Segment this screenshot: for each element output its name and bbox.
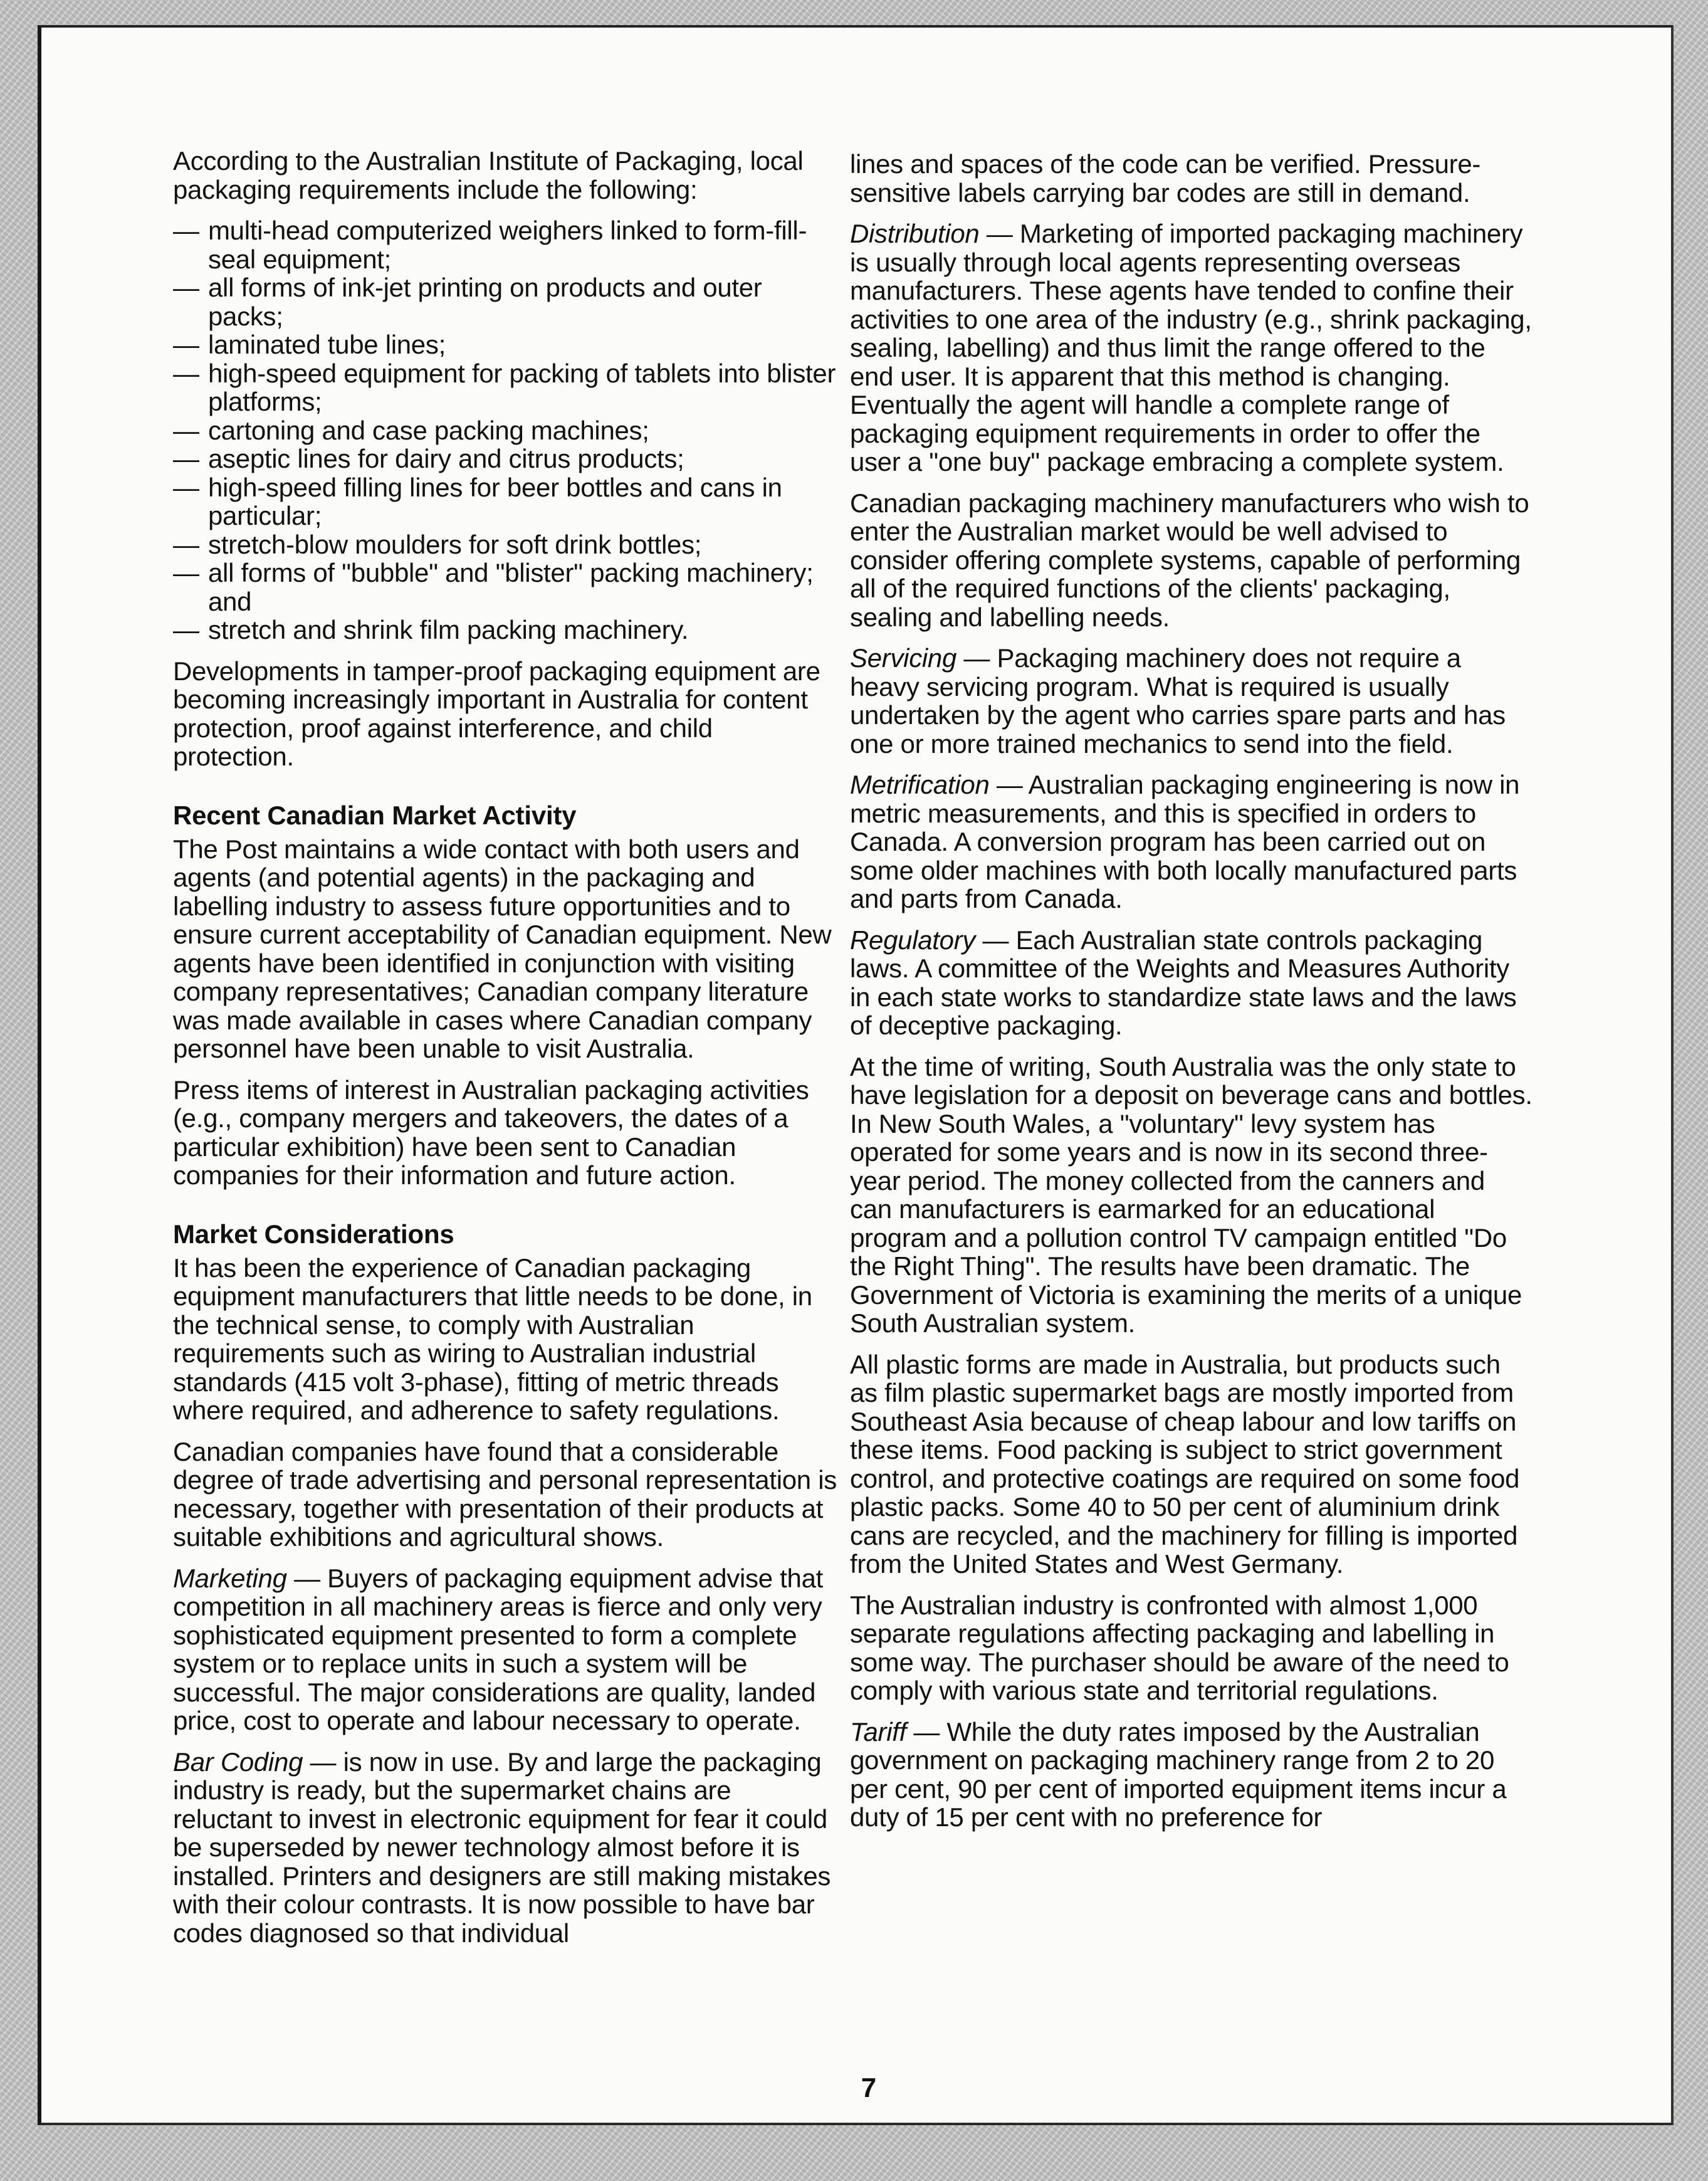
list-dash: — — [173, 615, 199, 644]
document-page — [38, 25, 1674, 2125]
servicing-paragraph: Servicing — Packaging machinery does not require a heavy servicing program. What is required is usually undertaken by the agent who carries spare parts and has one or more trained mechanics to send into the field. — [850, 643, 1506, 759]
marketing-paragraph: Marketing — Buyers of packaging equipment advise that competition in all machinery areas is fierce and only very sophisticated equipment presented to form a complete system or to replace units in such a system will be successful. The major considerations are quality, landed price, cost to operate and labour necessary to operate. — [173, 1563, 824, 1735]
list-dash: — — [173, 273, 199, 302]
list-dash: — — [173, 529, 199, 559]
heading-recent-activity: Recent Canadian Market Activity — [173, 800, 577, 830]
list-dash: — — [173, 216, 199, 245]
regulatory-label: Regulatory — [850, 925, 976, 955]
list-dash: — — [173, 358, 199, 388]
bar-coding-label: Bar Coding — [173, 1747, 303, 1777]
market-paragraph-1: It has been the experience of Canadian packaging equipment manufacturers that little needs to be done, in the technical sense, to comply with Australian requirements such as wiring to Australian industrial standards (415 volt 3-phase), fitting of metric threads where required, and adherence to safety regulations. — [173, 1253, 812, 1425]
list-item: — all forms of "bubble" and "blister" packing machinery; and — [173, 558, 814, 616]
regulations-paragraph: The Australian industry is confronted with almost 1,000 separate regulations affecting packaging and labelling in some way. The purchaser should be aware of the need to comply with various state and territorial regulations. — [850, 1590, 1509, 1705]
list-item: — cartoning and case packing machines; — [173, 415, 649, 445]
tariff-paragraph: Tariff — While the duty rates imposed by the Australian government on packaging machinery range from 2 to 20 per cent, 90 per cent of imported equipment items incur a duty of 15 per cent with no preference for — [850, 1716, 1507, 1832]
marketing-label: Marketing — [173, 1563, 287, 1593]
canadian-manufacturers-paragraph: Canadian packaging machinery manufacturers who wish to enter the Australian market would be well advised to consider offering complete systems, capable of performing all of the required functions of the clients' packaging, sealing and labelling needs. — [850, 488, 1529, 632]
plastic-paragraph: All plastic forms are made in Australia, but products such as film plastic supermarket bags are mostly imported from Southeast Asia because of cheap labour and low tariffs on these items. Food packing is subject to strict government control, and protective coatings are required on some food plastic packs. Some 40 to 50 per cent of aluminium drink cans are recycled, and the machinery for filling is imported from the United States and West Germany. — [850, 1349, 1520, 1579]
list-dash: — — [173, 444, 199, 473]
servicing-label: Servicing — [850, 643, 957, 673]
list-item: — all forms of ink-jet printing on products and outer packs; — [173, 273, 762, 331]
intro-paragraph: According to the Australian Institute of Packaging, local packaging requirements include the following: — [173, 146, 804, 204]
list-item: — laminated tube lines; — [173, 330, 446, 359]
list-item: — stretch-blow moulders for soft drink bottles; — [173, 529, 702, 559]
list-dash: — — [173, 330, 199, 359]
deposit-paragraph: At the time of writing, South Australia was the only state to have legislation for a deposit on beverage cans and bottles. In New South Wales, a "voluntary" levy system has operated for some years and is now in its second three-year period. The money collected from the canners and can manufacturers is earmarked for an educational program and a pollution control TV campaign entitled "Do the Right Thing". The results have been dramatic. The Government of Victoria is examining the merits of a unique South Australian system. — [850, 1051, 1532, 1338]
developments-paragraph: Developments in tamper-proof packaging equipment are becoming increasingly important in Australia for content protection, proof against interference, and child protection. — [173, 656, 820, 771]
list-dash: — — [173, 558, 199, 587]
list-item: — multi-head computerized weighers linked to form-fill-seal equipment; — [173, 216, 807, 274]
bar-coding-paragraph: Bar Coding — is now in use. By and large the packaging industry is ready, but the supermarket chains are reluctant to invest in electronic equipment for fear it could be superseded by newer technology almost before it is installed. Printers and designers are still making mistakes with their colour contrasts. It is now possible to have bar codes diagnosed so that individual — [173, 1747, 831, 1948]
recent-paragraph-1: The Post maintains a wide contact with both users and agents (and potential agents) in the packaging and labelling industry to assess future opportunities and to ensure current acceptability of Canadian equipment. New agents have been identified in conjunction with visiting company representatives; Canadian company literature was made available in cases where Canadian company personnel have been unable to visit Australia. — [173, 834, 832, 1063]
right-column — [850, 150, 1533, 1844]
market-paragraph-2: Canadian companies have found that a considerable degree of trade advertising and personal representation is necessary, together with presentation of their products at suitable exhibitions and agricultural shows. — [173, 1436, 837, 1552]
list-dash: — — [173, 472, 199, 502]
list-dash: — — [173, 415, 199, 445]
distribution-label: Distribution — [850, 219, 980, 248]
metrification-paragraph: Metrification — Australian packaging engineering is now in metric measurements, and this is specified in orders to Canada. A conversion program has been carried out on some older machines with both locally manufactured parts and parts from Canada. — [850, 770, 1520, 913]
page-number: 7 — [861, 2073, 877, 2103]
heading-market-considerations: Market Considerations — [173, 1219, 454, 1249]
tariff-label: Tariff — [850, 1716, 907, 1747]
distribution-paragraph: Distribution — Marketing of imported packaging machinery is usually through local agents representing overseas manufacturers. These agents have tended to confine their activities to one area of the industry (e.g., shrink packaging, sealing, labelling) and thus limit the range offered to the end user. It is apparent that this method is changing. Eventually the agent will handle a complete range of packaging equipment requirements in order to offer the user a "one buy" package embracing a complete system. — [850, 219, 1532, 476]
left-column — [173, 147, 837, 1960]
list-item: — aseptic lines for dairy and citrus products; — [173, 444, 684, 473]
list-item: — stretch and shrink film packing machinery. — [173, 615, 689, 644]
regulatory-paragraph: Regulatory — Each Australian state controls packaging laws. A committee of the Weights and Measures Authority in each state works to standardize state laws and the laws of deceptive packaging. — [850, 925, 1517, 1040]
list-item: — high-speed filling lines for beer bottles and cans in particular; — [173, 472, 782, 530]
metrification-label: Metrification — [850, 770, 990, 799]
requirements-list — [173, 216, 837, 644]
recent-paragraph-2: Press items of interest in Australian packaging activities (e.g., company mergers and takeovers, the dates of a particular exhibition) have been sent to Canadian companies for their information and future action. — [173, 1075, 809, 1190]
bar-coding-continued: lines and spaces of the code can be verified. Pressure-sensitive labels carrying bar codes are still in demand. — [850, 149, 1481, 208]
list-item: — high-speed equipment for packing of tablets into blister platforms; — [173, 358, 836, 416]
